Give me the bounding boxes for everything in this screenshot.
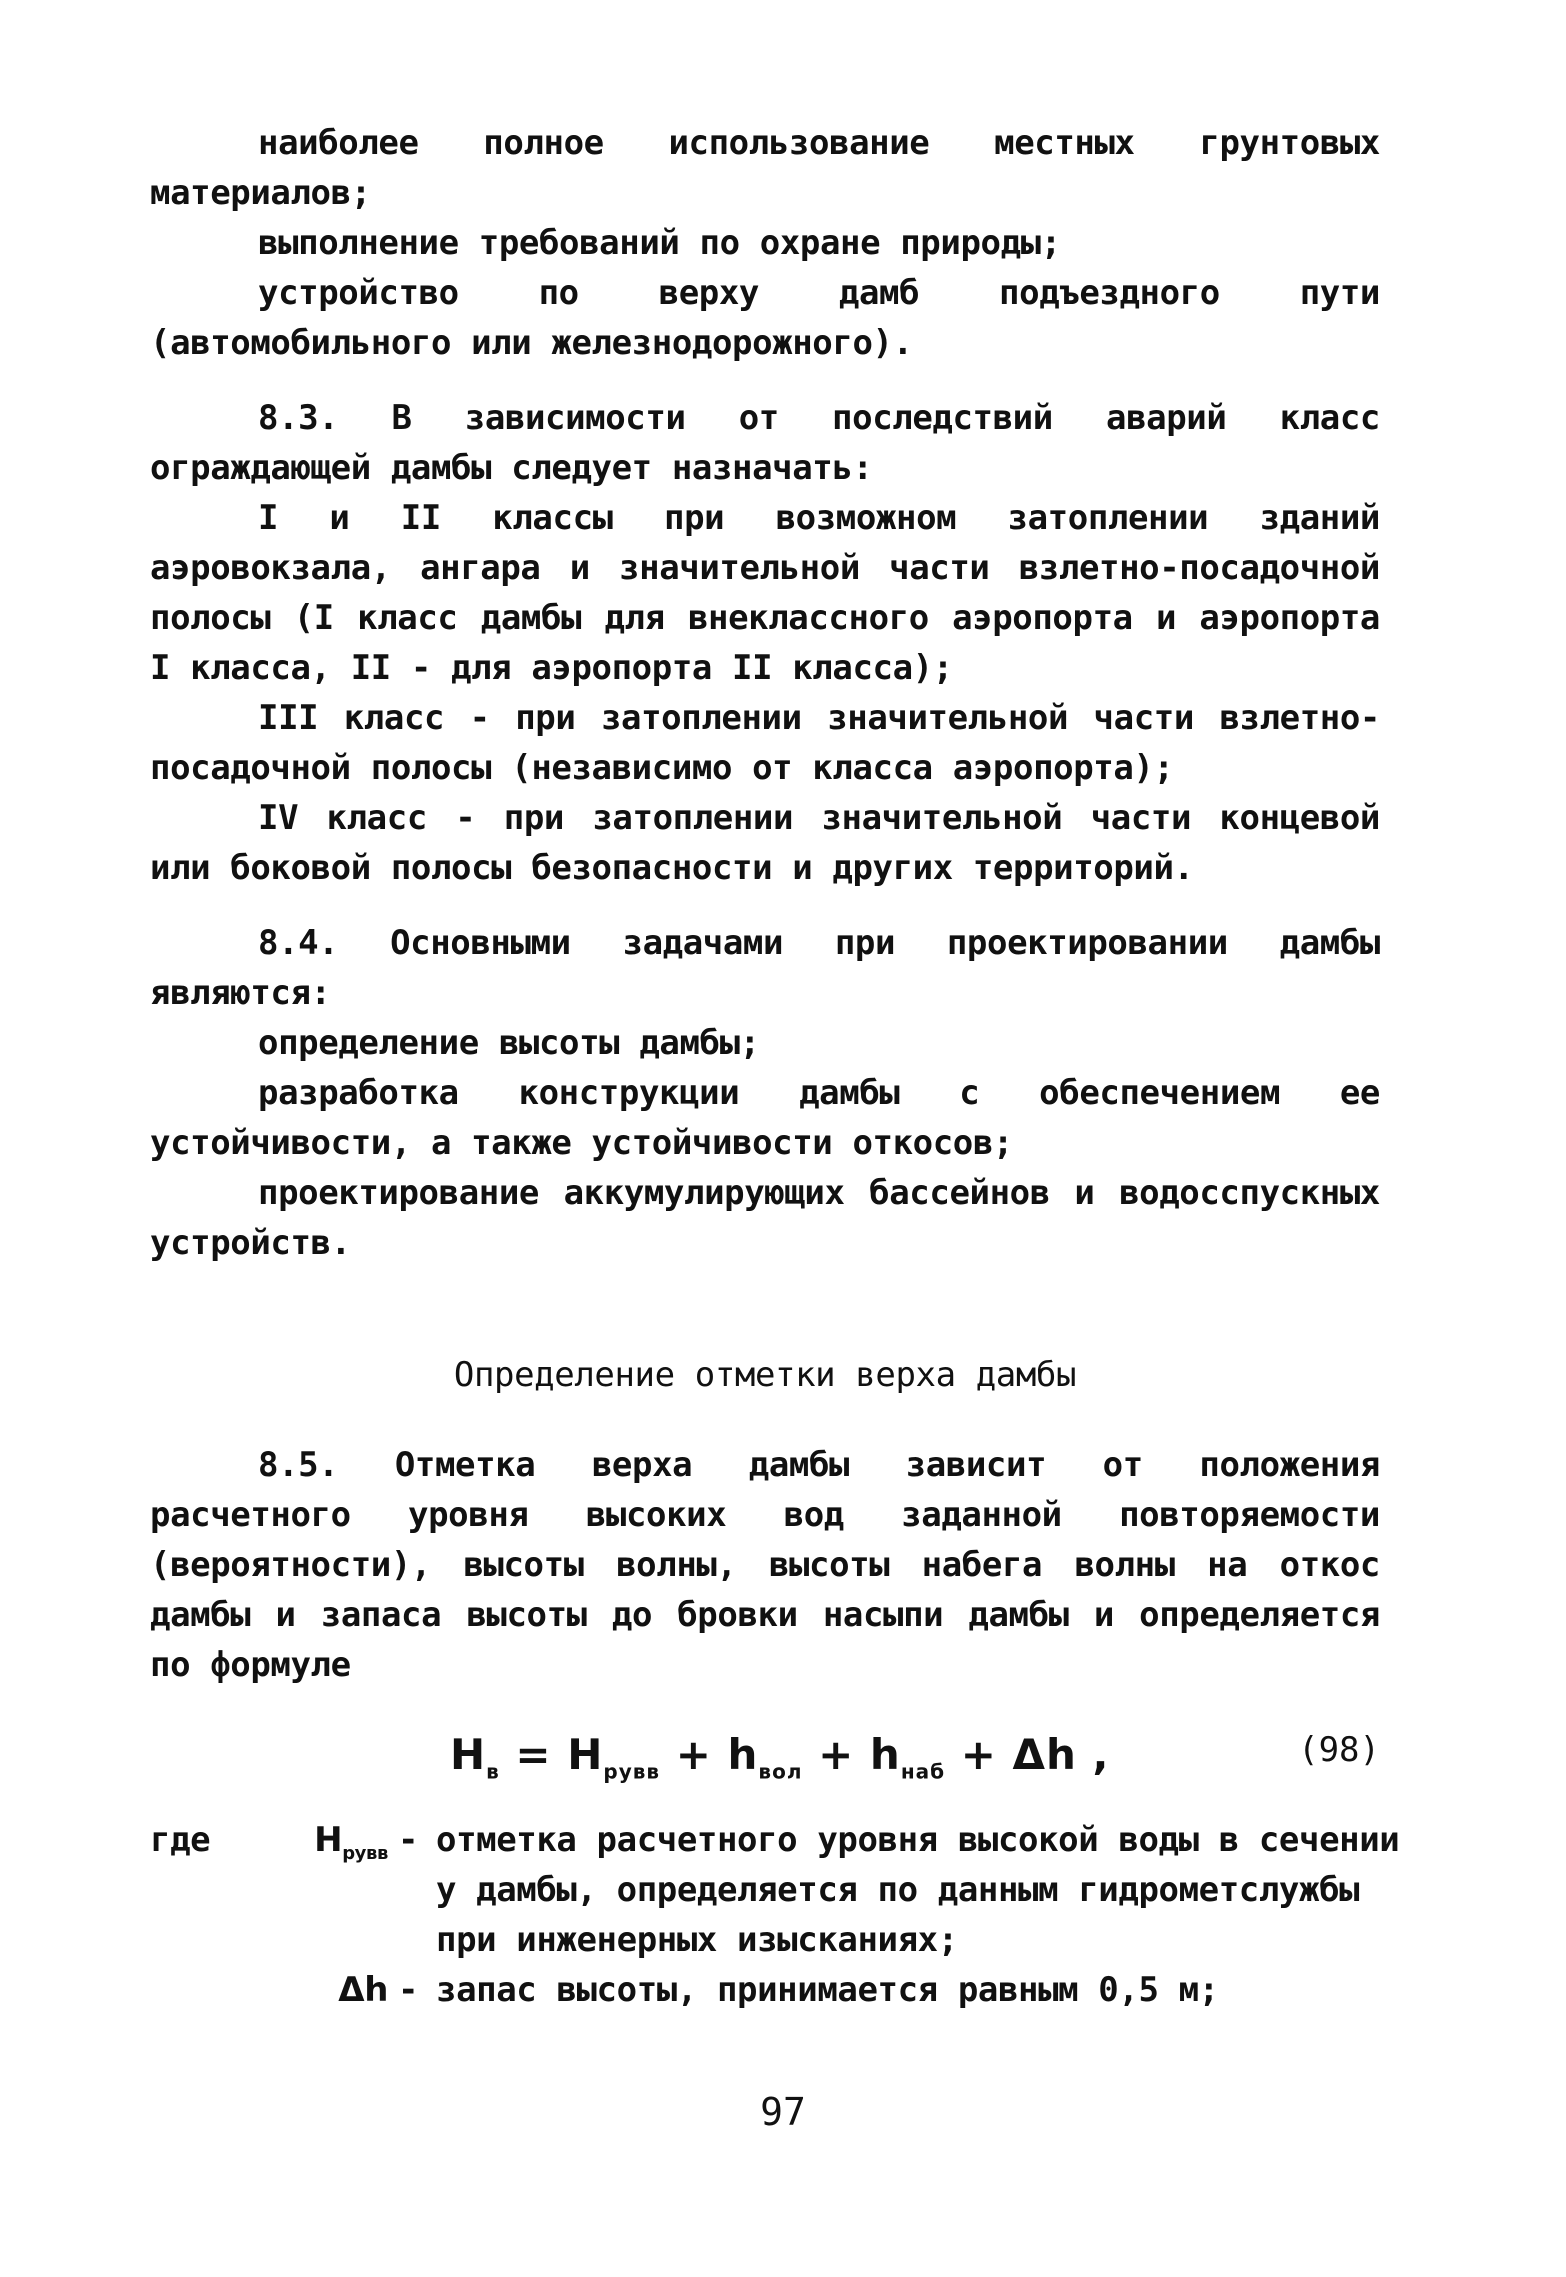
- paragraph-class-3: III класс - при затоплении значительной части взлетно-посадочной полосы (независимо от класса аэропорта);: [150, 698, 1380, 788]
- definition-row: [150, 1965, 1410, 2029]
- paragraph-8-4: 8.4. Основными задачами при проектировании дамбы являются:: [150, 923, 1380, 1013]
- paragraph-height: определение высоты дамбы;: [258, 1023, 760, 1063]
- definition-dash: -: [398, 1970, 419, 2010]
- definition-symbol: Δh: [338, 1970, 388, 2010]
- page-number: 97: [760, 2090, 806, 2134]
- paragraph-basins: проектирование аккумулирующих бассейнов и водосспускных устройств.: [150, 1173, 1380, 1263]
- definitions-list: [150, 1815, 1410, 2029]
- definition-text: отметка расчетного уровня высокой воды в сечении у дамбы, определяется по данным гидрометслужбы при инженерных изысканиях;: [436, 1820, 1400, 1960]
- paragraph-design: разработка конструкции дамбы с обеспечением ее устойчивости, а также устойчивости откосов;: [150, 1073, 1380, 1163]
- definition-dash: -: [398, 1820, 419, 1860]
- section-heading: Определение отметки верха дамбы: [453, 1355, 1077, 1395]
- definition-row: [150, 1815, 1410, 1965]
- definition-lead: где: [150, 1820, 211, 1860]
- formula-98: [150, 1730, 1380, 1790]
- paragraph-road: устройство по верху дамб подъездного пути (автомобильного или железнодорожного).: [150, 273, 1380, 363]
- formula-number: (98): [1298, 1730, 1380, 1770]
- definition-text: запас высоты, принимается равным 0,5 м;: [436, 1970, 1219, 2010]
- definition-symbol: $H_{рувв}$: [314, 1820, 388, 1864]
- paragraph-class-1-2: I и II классы при возможном затоплении зданий аэровокзала, ангара и значительной части взлетно-посадочной полосы (I класс дамбы для внеклассного аэропорта и аэропорта I класса, II - для аэропорта II класса);: [150, 498, 1380, 688]
- paragraph-class-4: IV класс - при затоплении значительной части концевой или боковой полосы безопасности и других территорий.: [150, 798, 1380, 888]
- document-body: [150, 118, 1380, 1268]
- paragraph-nature: выполнение требований по охране природы;: [258, 223, 1061, 263]
- paragraph-materials: наиболее полное использование местных грунтовых материалов;: [150, 123, 1380, 213]
- formula-expression: $H_в = H_{рувв} + h_{вол} + h_{наб} + \Delta h$ ,: [450, 1730, 1110, 1784]
- paragraph-8-3: 8.3. В зависимости от последствий аварий класс ограждающей дамбы следует назначать:: [150, 398, 1380, 488]
- paragraph-8-5-block: [150, 1440, 1380, 1690]
- paragraph-8-5: 8.5. Отметка верха дамбы зависит от положения расчетного уровня высоких вод заданной повторяемости (вероятности), высоты волны, высоты набега волны на откос дамбы и запаса высоты до бровки насыпи дамбы и определяется по формуле: [150, 1445, 1380, 1685]
